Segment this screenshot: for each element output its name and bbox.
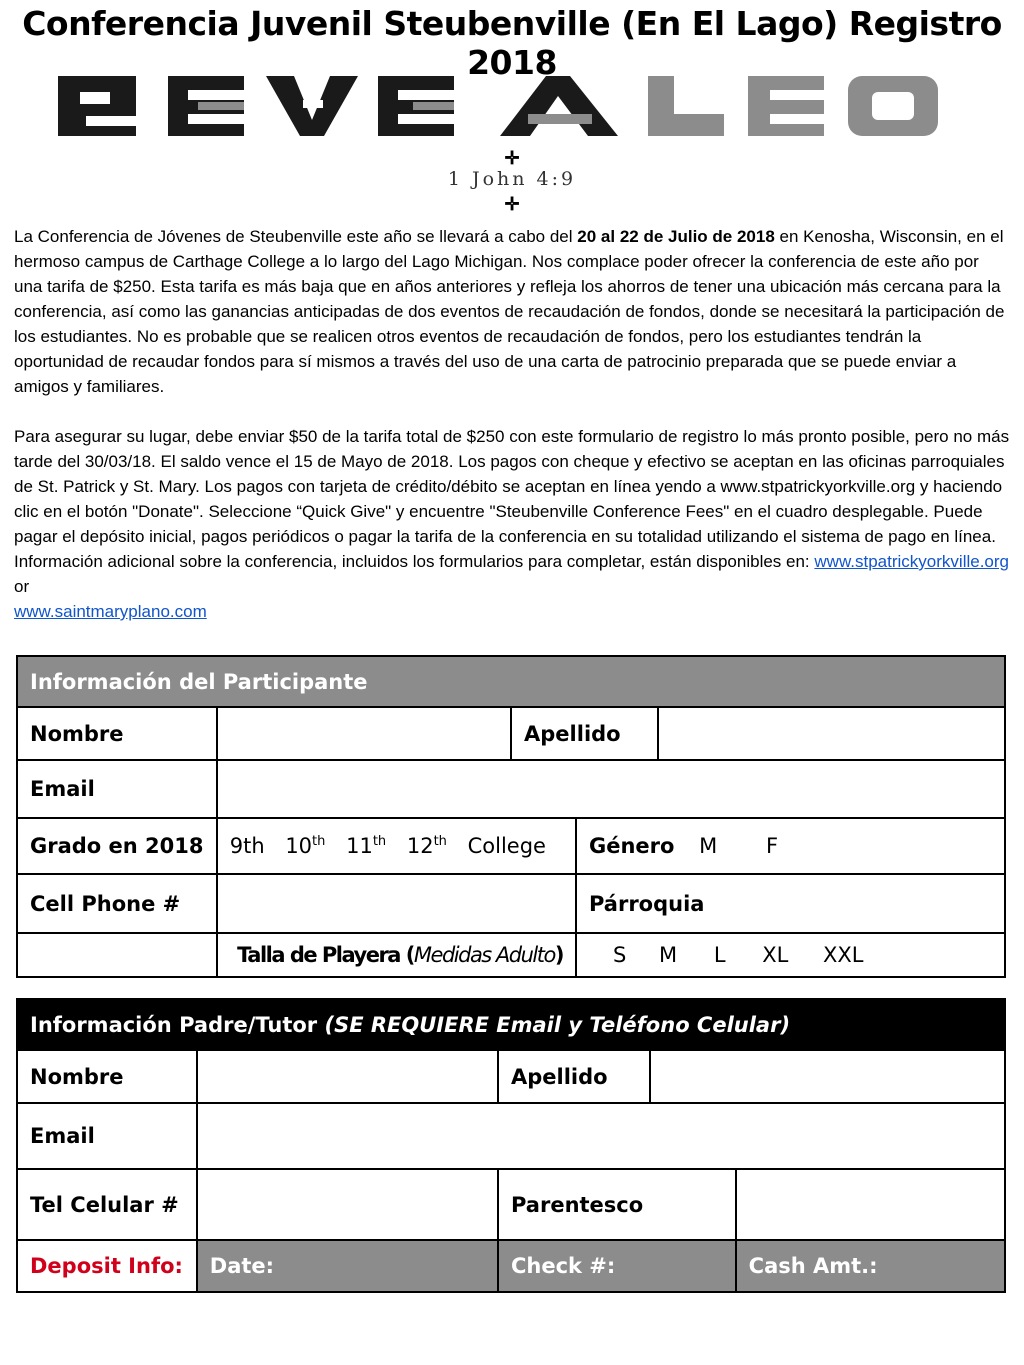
grade-label: Grado en 2018 (17, 818, 217, 874)
guardian-email-label: Email (17, 1103, 197, 1169)
cell-field[interactable] (217, 874, 576, 933)
grade-10[interactable]: 10th (285, 834, 326, 858)
guardian-first-name-field[interactable] (197, 1050, 498, 1103)
intro-paragraph-2: Para asegurar su lugar, debe enviar $50 de la tarifa total de $250 con este formulario de registro lo más pronto posible, pero no más tarde del 30/03/18. El saldo vence el 15 de Mayo de 2018. Los pagos con cheque y efectivo se aceptan en las oficinas parroquiales de St. Patrick y St. Mary. Los pagos con tarjeta de crédito/débito se aceptan en línea yendo a www.stpatrickyorkville.org y haciendo clic en el botón "Donate". Seleccione “Quick Give" y encuentre "Steubenville Conference Fees" en el cuadro desplegable. Puede pagar el depósito inicial, pagos periódicos o pagar la tarifa de la conferencia en su totalidad utilizando el sistema de pago en línea. Información adicional sobre la conferencia, incluidos los formularios para completar, están disponibles en: www.stpatrickyorkville.org or www.saintmaryplano.com (14, 427, 1010, 621)
participant-table (16, 655, 1006, 978)
shirt-size-options (576, 933, 1005, 977)
grade-12[interactable]: 12th (406, 834, 447, 858)
parish-label: Párroquia (576, 874, 1005, 933)
guardian-first-name-label: Nombre (17, 1050, 197, 1103)
link-stpatrick[interactable]: www.stpatrickyorkville.org (814, 552, 1009, 571)
intro-paragraph-1: La Conferencia de Jóvenes de Steubenville este año se llevará a cabo del 20 al 22 de Julio de 2018 en Kenosha, Wisconsin, en el hermoso campus de Carthage College a lo largo del Lago Michigan. Nos complace poder ofrecer la conferencia de este año por una tarifa de $250. Esta tarifa es más baja que en años anteriores y refleja los ahorros de tener una ubicación más cercana para la conferencia, así como las ganancias anticipadas de dos eventos de recaudación de fondos, donde se necesitará la participación de los estudiantes. No es probable que se realicen otros eventos de recaudación de fondos, pero los estudiantes tendrán la oportunidad de recaudar fondos para sí mismos a través del uso de una carta de patrocinio preparada que se puede enviar a amigos y familiares. (14, 227, 1005, 396)
guardian-cell-field[interactable] (197, 1169, 498, 1240)
cross-icon: ✛ (504, 194, 520, 215)
logo-letters (58, 76, 938, 136)
gender-label: Género (588, 834, 675, 858)
guardian-header: Información Padre/Tutor (SE REQUIERE Email y Teléfono Celular) (17, 999, 1005, 1050)
relation-label: Parentesco (498, 1169, 736, 1240)
last-name-label: Apellido (511, 707, 658, 760)
deposit-label: Deposit Info: (17, 1240, 197, 1292)
grade-options (217, 818, 576, 874)
guardian-last-name-label: Apellido (498, 1050, 650, 1103)
gender-f[interactable]: F (765, 834, 779, 858)
size-s[interactable]: S (612, 943, 627, 967)
revealed-logo (58, 70, 942, 140)
shirt-spacer (17, 933, 217, 977)
first-name-field[interactable] (217, 707, 511, 760)
link-saintmary[interactable]: www.saintmaryplano.com (14, 602, 207, 621)
size-xl[interactable]: XL (762, 943, 789, 967)
gender-m[interactable]: M (699, 834, 718, 858)
gender-cell (576, 818, 1005, 874)
size-m[interactable]: M (659, 943, 678, 967)
page-title: Conferencia Juvenil Steubenville (En El Lago) Registro 2018 (22, 4, 1002, 82)
deposit-cash: Cash Amt.: (736, 1240, 1005, 1292)
deposit-check: Check #: (498, 1240, 736, 1292)
guardian-last-name-field[interactable] (650, 1050, 1005, 1103)
email-label: Email (17, 760, 217, 818)
last-name-field[interactable] (658, 707, 1005, 760)
email-field[interactable] (217, 760, 1005, 818)
shirt-size-label: Talla de Playera (Medidas Adulto) (217, 933, 576, 977)
grade-college[interactable]: College (467, 834, 546, 858)
guardian-cell-label: Tel Celular # (17, 1169, 197, 1240)
cross-icon: ✛ (504, 148, 520, 169)
relation-field[interactable] (736, 1169, 1005, 1240)
cell-label: Cell Phone # (17, 874, 217, 933)
guardian-email-field[interactable] (197, 1103, 1005, 1169)
size-xxl[interactable]: XXL (822, 943, 864, 967)
bible-verse: 1 John 4:9 (447, 168, 577, 190)
size-l[interactable]: L (713, 943, 726, 967)
deposit-date: Date: (197, 1240, 498, 1292)
participant-header: Información del Participante (17, 656, 1005, 707)
first-name-label: Nombre (17, 707, 217, 760)
guardian-table (16, 998, 1006, 1293)
grade-11[interactable]: 11th (346, 834, 387, 858)
grade-9[interactable]: 9th (229, 834, 265, 858)
